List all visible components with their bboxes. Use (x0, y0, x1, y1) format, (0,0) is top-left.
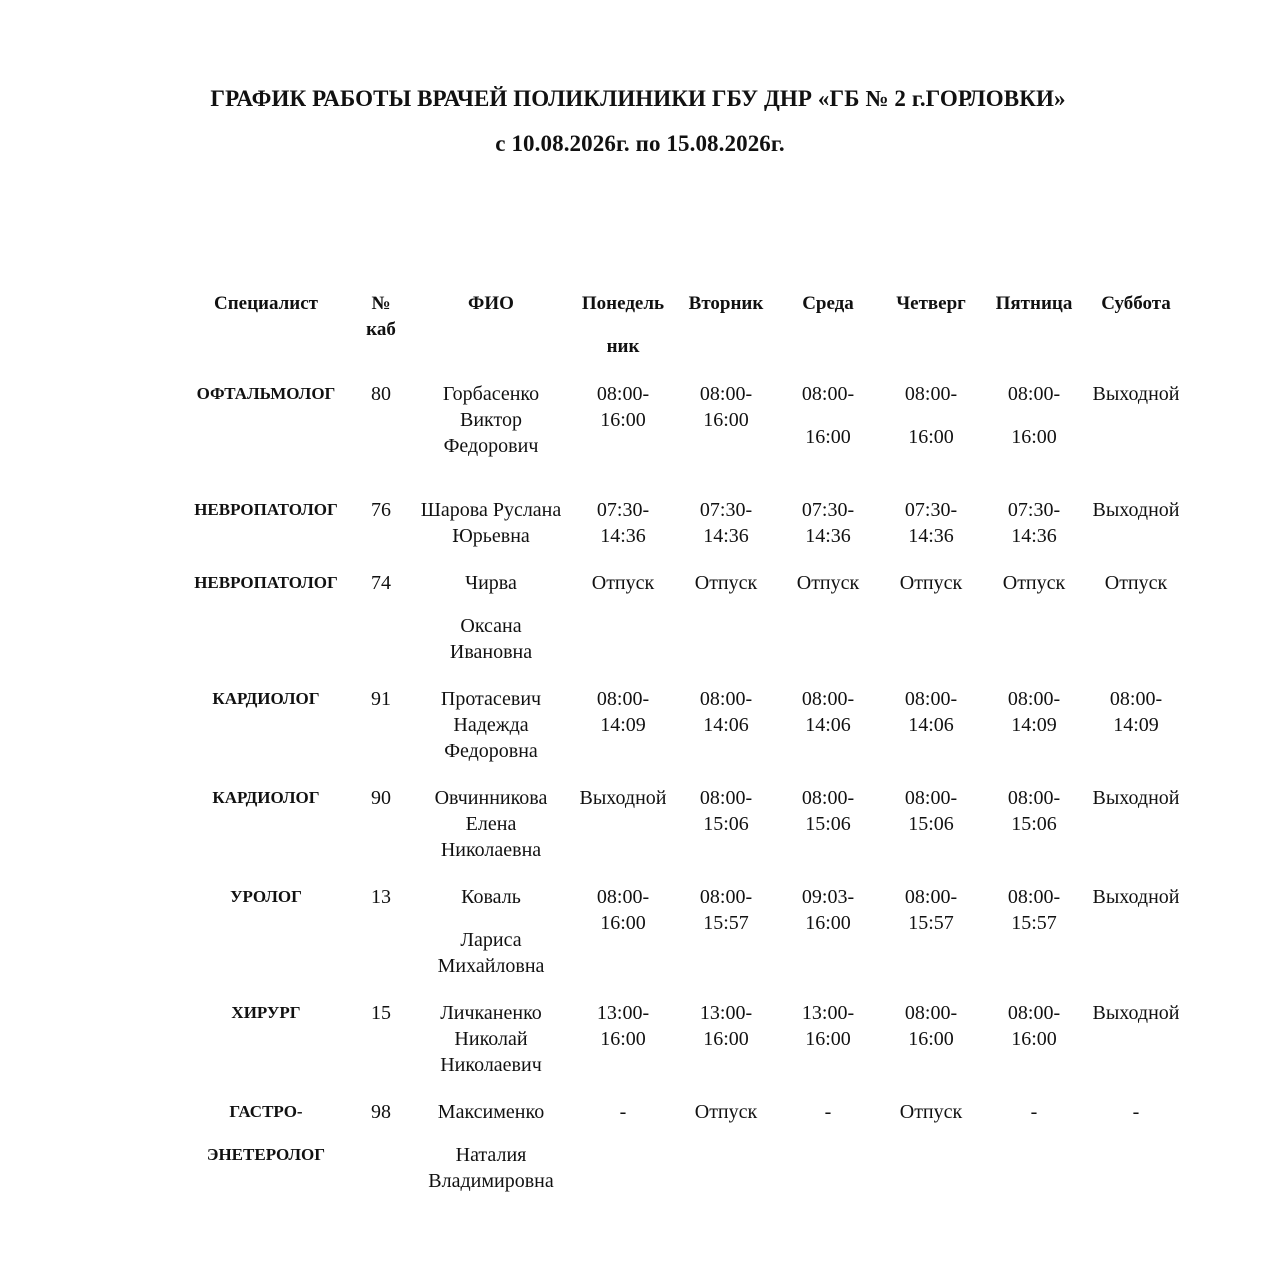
cell-room: 13 (371, 886, 391, 908)
header-tuesday: Вторник (688, 293, 764, 314)
cell-thursday: 08:00- 16:00 (904, 383, 958, 448)
cell-friday: 08:00- 16:00 (1007, 383, 1061, 448)
cell-fio: Чирва Оксана Ивановна (449, 572, 533, 663)
cell-wednesday: - (824, 1101, 832, 1123)
cell-specialist: НЕВРОПАТОЛОГ (194, 573, 338, 592)
cell-room: 91 (371, 688, 391, 710)
cell-fio: Личканенко Николай Николаевич (440, 1002, 542, 1076)
cell-fio: Коваль Лариса Михайловна (437, 886, 545, 977)
cell-thursday: 08:00- 15:57 (904, 886, 958, 934)
cell-tuesday: 08:00- 15:06 (699, 787, 753, 835)
document-title: ГРАФИК РАБОТЫ ВРАЧЕЙ ПОЛИКЛИНИКИ ГБУ ДНР «ГБ № 2 г.ГОРЛОВКИ» (210, 86, 1066, 111)
cell-friday: 07:30- 14:36 (1007, 499, 1061, 547)
cell-saturday: - (1132, 1101, 1140, 1123)
cell-tuesday: Отпуск (694, 572, 758, 594)
header-saturday: Суббота (1101, 293, 1171, 314)
cell-saturday: Выходной (1092, 499, 1180, 521)
cell-wednesday: 09:03- 16:00 (801, 886, 855, 934)
header-friday: Пятница (995, 293, 1073, 314)
cell-room: 76 (371, 499, 391, 521)
cell-monday: 07:30- 14:36 (596, 499, 650, 547)
cell-wednesday: 08:00- 14:06 (801, 688, 855, 736)
cell-monday: 13:00- 16:00 (596, 1002, 650, 1050)
cell-wednesday: 13:00- 16:00 (801, 1002, 855, 1050)
cell-monday: 08:00- 14:09 (596, 688, 650, 736)
cell-fio: Горбасенко Виктор Федорович (442, 383, 540, 457)
cell-saturday: 08:00- 14:09 (1109, 688, 1163, 736)
cell-room: 15 (371, 1002, 391, 1024)
cell-tuesday: 13:00- 16:00 (699, 1002, 753, 1050)
header-monday (573, 291, 673, 360)
cell-room: 80 (371, 383, 391, 405)
header-specialist: Специалист (213, 293, 319, 314)
cell-thursday: 08:00- 14:06 (904, 688, 958, 736)
header-monday-line-2: ник (606, 336, 640, 357)
header-wednesday: Среда (802, 293, 854, 314)
cell-room: 74 (371, 572, 391, 594)
document-period: с 10.08.2026г. по 15.08.2026г. (495, 131, 785, 156)
cell-monday: Выходной (579, 787, 667, 809)
cell-tuesday: 07:30- 14:36 (699, 499, 753, 547)
cell-monday: 08:00- 16:00 (596, 886, 650, 934)
cell-thursday: 08:00- 15:06 (904, 787, 958, 835)
cell-tuesday: Отпуск (694, 1101, 758, 1123)
cell-specialist: КАРДИОЛОГ (212, 689, 320, 708)
cell-friday: 08:00- 14:09 (1007, 688, 1061, 736)
cell-wednesday: 08:00- 15:06 (801, 787, 855, 835)
cell-specialist: НЕВРОПАТОЛОГ (194, 500, 338, 519)
cell-fio: Протасевич Надежда Федоровна (440, 688, 542, 762)
cell-monday: 08:00- 16:00 (596, 383, 650, 431)
cell-friday: 08:00- 16:00 (1007, 1002, 1061, 1050)
header-room-line-2: каб (366, 319, 396, 340)
cell-monday: Отпуск (591, 572, 655, 594)
cell-monday: - (619, 1101, 627, 1123)
cell-specialist: ОФТАЛЬМОЛОГ (196, 384, 336, 403)
cell-specialist: ГАСТРО- ЭНЕТЕРОЛОГ (206, 1102, 326, 1164)
cell-saturday: Выходной (1092, 886, 1180, 908)
cell-wednesday: 08:00- 16:00 (801, 383, 855, 448)
cell-saturday: Выходной (1092, 787, 1180, 809)
cell-wednesday: 07:30- 14:36 (801, 499, 855, 547)
cell-fio: Максименко Наталия Владимировна (428, 1101, 554, 1192)
cell-saturday: Выходной (1092, 383, 1180, 405)
header-thursday: Четверг (896, 293, 966, 314)
cell-wednesday: Отпуск (796, 572, 860, 594)
cell-specialist: КАРДИОЛОГ (212, 788, 320, 807)
cell-tuesday: 08:00- 16:00 (699, 383, 753, 431)
cell-fio: Шарова Руслана Юрьевна (420, 499, 562, 547)
cell-thursday: 08:00- 16:00 (904, 1002, 958, 1050)
cell-thursday: 07:30- 14:36 (904, 499, 958, 547)
cell-saturday: Отпуск (1104, 572, 1168, 594)
cell-fio: Овчинникова Елена Николаевна (434, 787, 548, 861)
cell-thursday: Отпуск (899, 572, 963, 594)
cell-room: 90 (371, 787, 391, 809)
header-monday-line-1: Понедель (581, 293, 665, 314)
cell-room: 98 (371, 1101, 391, 1123)
cell-thursday: Отпуск (899, 1101, 963, 1123)
cell-specialist: ХИРУРГ (231, 1003, 301, 1022)
cell-saturday: Выходной (1092, 1002, 1180, 1024)
cell-tuesday: 08:00- 14:06 (699, 688, 753, 736)
cell-friday: Отпуск (1002, 572, 1066, 594)
header-fio: ФИО (468, 293, 514, 314)
header-room-line-1: № (371, 293, 391, 314)
cell-tuesday: 08:00- 15:57 (699, 886, 753, 934)
header-room (351, 291, 411, 343)
cell-specialist: УРОЛОГ (230, 887, 302, 906)
cell-friday: 08:00- 15:57 (1007, 886, 1061, 934)
cell-friday: - (1030, 1101, 1038, 1123)
cell-friday: 08:00- 15:06 (1007, 787, 1061, 835)
